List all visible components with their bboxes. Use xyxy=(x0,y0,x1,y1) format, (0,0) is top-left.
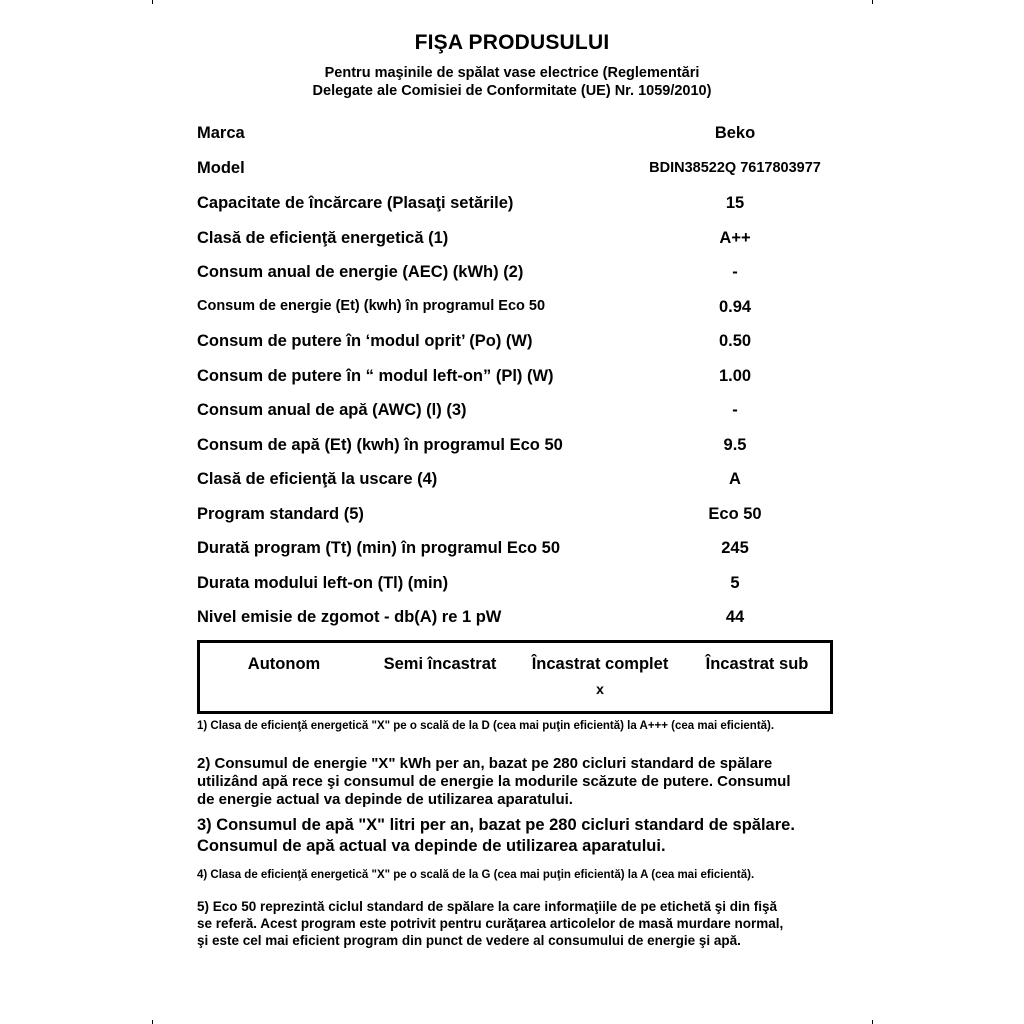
row-label-left-on-duration: Durata modului left-on (Tl) (min) xyxy=(197,574,449,592)
row-label-power-left-on: Consum de putere în “ modul left-on” (Pl) (W) xyxy=(197,367,554,385)
row-value-noise: 44 xyxy=(725,608,745,626)
row-label-program-duration: Durată program (Tt) (min) în programul Eco 50 xyxy=(197,539,561,557)
footnote-4: 4) Clasa de eficienţă energetică "X" pe o scală de la G (cea mai puţin eficientă) la A (cea mai eficientă). xyxy=(197,869,755,881)
page-subtitle-line1: Pentru maşinile de spălat vase electrice (Reglementări xyxy=(324,65,700,81)
footnote-1: 1) Clasa de eficienţă energetică "X" pe o scală de la D (cea mai puţin eficientă) la A+++ (cea mai eficientă). xyxy=(197,720,775,732)
row-label-capacity: Capacitate de încărcare (Plasaţi setările) xyxy=(197,194,514,212)
mounting-option-autonom: Autonom xyxy=(247,655,321,673)
row-value-power-left-on: 1.00 xyxy=(718,367,752,385)
row-label-noise: Nivel emisie de zgomot - db(A) re 1 pW xyxy=(197,608,502,626)
row-value-water-eco50: 9.5 xyxy=(723,436,747,454)
row-value-standard-program: Eco 50 xyxy=(708,505,762,523)
row-label-annual-energy: Consum anual de energie (AEC) (kWh) (2) xyxy=(197,263,524,281)
row-value-annual-water: - xyxy=(732,401,738,419)
row-value-energy-eco50: 0.94 xyxy=(718,298,752,316)
row-label-drying-class: Clasă de eficienţă la uscare (4) xyxy=(197,470,438,488)
row-label-brand: Marca xyxy=(197,124,245,142)
footnote-3 xyxy=(197,815,837,857)
crop-mark-top-left xyxy=(152,0,153,4)
footnote-2-line3: de energie actual va depinde de utilizarea aparatului. xyxy=(197,791,573,808)
row-label-energy-class: Clasă de eficienţă energetică (1) xyxy=(197,229,449,247)
row-value-annual-energy: - xyxy=(732,263,738,281)
crop-mark-bottom-left xyxy=(152,1020,153,1024)
row-value-left-on-duration: 5 xyxy=(730,574,740,592)
row-value-model: BDIN38522Q 7617803977 xyxy=(649,160,821,176)
page-subtitle-line2: Delegate ale Comisiei de Conformitate (UE) Nr. 1059/2010) xyxy=(312,83,712,99)
row-value-brand: Beko xyxy=(714,124,756,142)
mounting-option-under-built-in: Încastrat sub xyxy=(705,655,809,673)
footnote-5-line2: se referă. Acest program este potrivit pentru curăţarea articolelor de masă murdare normal, xyxy=(197,916,784,931)
row-label-energy-eco50: Consum de energie (Et) (kwh) în programul Eco 50 xyxy=(197,298,546,314)
mounting-selected-mark: x xyxy=(596,681,604,697)
row-value-capacity: 15 xyxy=(725,194,745,212)
row-label-water-eco50: Consum de apă (Et) (kwh) în programul Eco 50 xyxy=(197,436,563,454)
row-label-model: Model xyxy=(197,159,245,177)
footnote-5-line1: 5) Eco 50 reprezintă ciclul standard de spălare la care informaţiile de pe etichetă şi din fişă xyxy=(197,899,777,914)
footnote-2-line2: utilizând apă rece şi consumul de energie la modurile scăzute de putere. Consumul xyxy=(197,773,791,790)
page-title: FIŞA PRODUSULUI xyxy=(414,31,610,54)
row-label-annual-water: Consum anual de apă (AWC) (l) (3) xyxy=(197,401,467,419)
mounting-type-box xyxy=(197,640,833,714)
footnote-3-line1: 3) Consumul de apă "X" litri per an, bazat pe 280 cicluri standard de spălare. xyxy=(197,816,795,834)
row-value-energy-class: A++ xyxy=(719,229,751,247)
mounting-option-semi-built-in: Semi încastrat xyxy=(383,655,497,673)
footnote-5 xyxy=(197,898,837,949)
footnote-5-line3: şi este cel mai eficient program din punct de vedere al consumului de energie şi apă. xyxy=(197,933,741,948)
row-value-power-off: 0.50 xyxy=(718,332,752,350)
crop-mark-top-right xyxy=(872,0,873,4)
row-label-standard-program: Program standard (5) xyxy=(197,505,364,523)
crop-mark-bottom-right xyxy=(872,1020,873,1024)
mounting-option-fully-built-in: Încastrat complet xyxy=(531,655,669,673)
row-label-power-off: Consum de putere în ‘modul oprit’ (Po) (W) xyxy=(197,332,533,350)
footnote-3-line2: Consumul de apă actual va depinde de utilizarea aparatului. xyxy=(197,837,666,855)
footnote-2 xyxy=(197,755,837,809)
footnote-2-line1: 2) Consumul de energie "X" kWh per an, bazat pe 280 cicluri standard de spălare xyxy=(197,755,773,772)
row-value-program-duration: 245 xyxy=(721,539,749,557)
row-value-drying-class: A xyxy=(729,470,741,488)
